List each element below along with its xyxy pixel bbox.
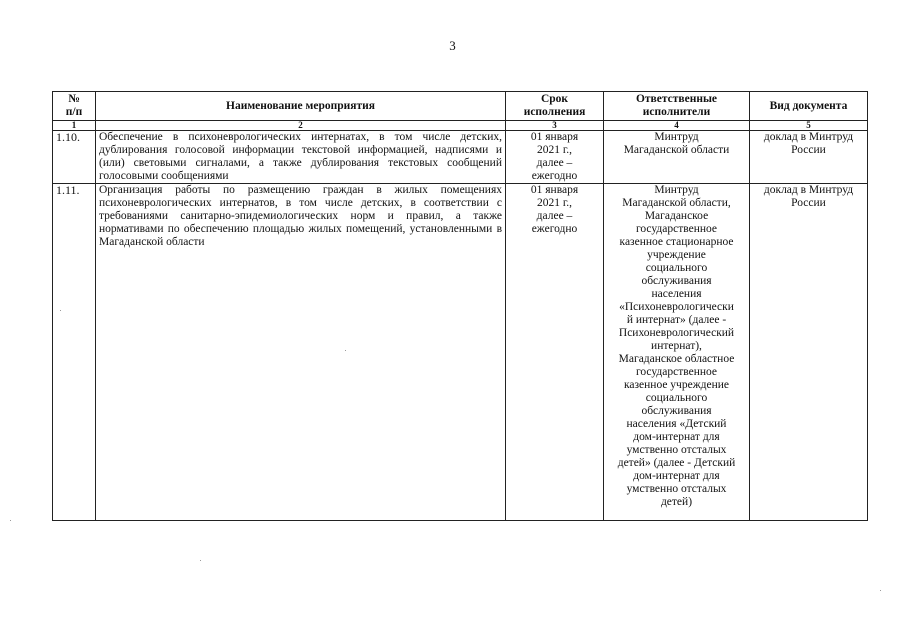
table-row — [53, 184, 868, 521]
event-name: Обеспечение в психоневрологических интернатах, в том числе детских, дублирования голосовой информации текстовой информацией, надписями и (или) световыми сигналами, а также дублирования текстовых сообщений голосовыми сообщениями — [96, 131, 506, 184]
scan-speck — [200, 560, 201, 561]
scan-speck — [345, 350, 346, 351]
header-num: № п/п — [53, 92, 96, 121]
document-type: доклад в Минтруд России — [750, 184, 868, 521]
row-number: 1.11. — [53, 184, 96, 521]
column-number: 4 — [604, 121, 750, 131]
event-name: Организация работы по размещению граждан в жилых помещениях психоневрологических интернатов, в том числе детских, в соответствии с требованиями санитарно-эпидемиологических норм и правил, а также нормативами по обеспечению площадью жилых помещений, установленными в Магаданской области — [96, 184, 506, 521]
header-name: Наименование мероприятия — [96, 92, 506, 121]
responsible: Минтруд Магаданской области, Магаданское государственное казенное стационарное учреждение социального обслуживания населения «Психоневрологически й интернат» (далее - Психоневрологический интернат), Магаданское областное государственное казенное учреждение социального обслуживания населения «Детский дом-интернат для умственно отсталых детей» (далее - Детский дом-интернат для умственно отсталых детей) — [604, 184, 750, 521]
table-row — [53, 131, 868, 184]
header-doc-type: Вид документа — [750, 92, 868, 121]
column-number: 5 — [750, 121, 868, 131]
column-number: 3 — [506, 121, 604, 131]
row-number: 1.10. — [53, 131, 96, 184]
scan-speck — [10, 520, 11, 521]
header-responsible: Ответственные исполнители — [604, 92, 750, 121]
column-numbers-row — [53, 121, 868, 131]
column-number: 1 — [53, 121, 96, 131]
header-deadline: Срок исполнения — [506, 92, 604, 121]
document-type: доклад в Минтруд России — [750, 131, 868, 184]
deadline: 01 января 2021 г., далее – ежегодно — [506, 131, 604, 184]
scan-speck — [880, 590, 881, 591]
column-number: 2 — [96, 121, 506, 131]
table-header-row — [53, 92, 868, 121]
scan-speck — [60, 310, 61, 311]
deadline: 01 января 2021 г., далее – ежегодно — [506, 184, 604, 521]
page-number: 3 — [449, 38, 456, 53]
events-table — [52, 91, 868, 521]
responsible: Минтруд Магаданской области — [604, 131, 750, 184]
